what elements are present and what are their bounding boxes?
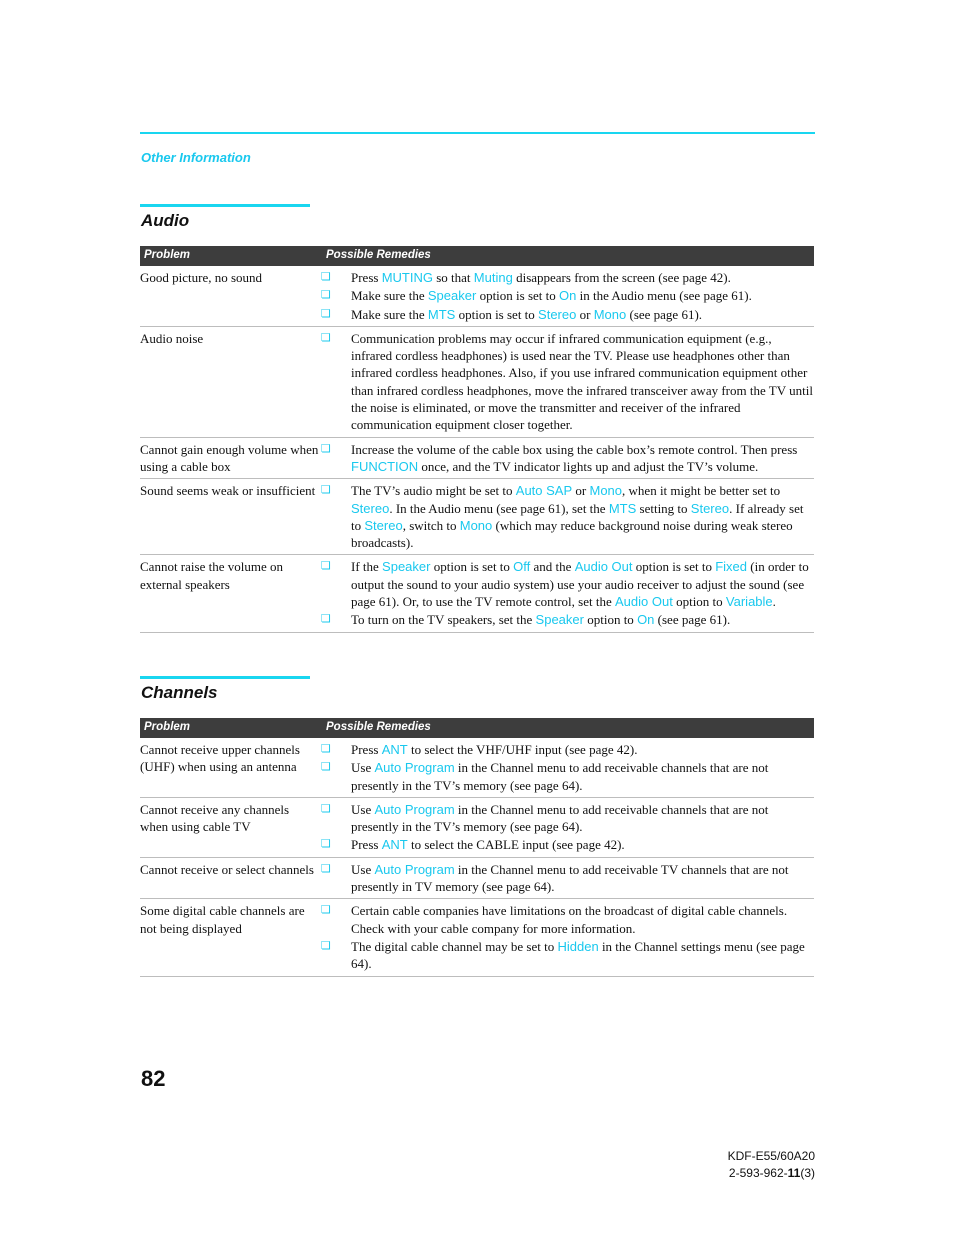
audio-title-rule xyxy=(140,204,310,207)
remedy-item xyxy=(320,901,814,937)
remedy-text-segment: Make sure the xyxy=(351,306,428,322)
remedy-text-segment: Press xyxy=(351,270,382,285)
remedy-text-segment: in the Channel settings menu (see page 64). xyxy=(351,938,805,972)
remedy-text-segment: Communication problems may occur if infrared communication equipment (e.g., infrared cordless headphones) is used near the TV. Please use headphones other than infrared cordless headphones. Also, if you use infrared communication equipment other than infrared cordless headphones, move the infrared transceiver away from the TV until the noise is eliminated, or move the transmitter and receiver of the infrared communication equipment closer together. xyxy=(351,330,813,433)
remedy-text-segment: (see page 61). xyxy=(654,612,731,628)
remedy-text xyxy=(351,557,814,610)
checkbox-bullet-icon: ❏ xyxy=(321,837,331,851)
audio-table-body xyxy=(140,266,814,633)
remedy-text-segment: in the Channel menu to add receivable channels that are not presently in the TV’s memory (see page 64). xyxy=(351,760,769,793)
remedies-cell xyxy=(320,800,814,854)
menu-keyword: Stereo xyxy=(364,517,403,533)
remedy-text-segment: . In the Audio menu (see page 61), set the xyxy=(389,500,609,516)
menu-keyword: Speaker xyxy=(382,559,431,575)
problem-cell: Sound seems weak or insufficient xyxy=(140,483,316,499)
menu-keyword: FUNCTION xyxy=(351,458,419,474)
remedies-cell xyxy=(320,440,814,476)
remedy-text-segment: option to xyxy=(583,612,638,628)
remedy-text xyxy=(351,800,814,836)
remedy-item xyxy=(320,557,814,610)
checkbox-bullet-icon: ❏ xyxy=(321,938,331,952)
checkbox-bullet-icon: ❏ xyxy=(321,330,331,344)
remedy-text-segment: , when it might be better set to xyxy=(622,483,781,499)
remedy-text-segment: If the xyxy=(351,559,383,575)
remedy-item xyxy=(320,286,814,304)
checkbox-bullet-icon: ❏ xyxy=(321,801,331,815)
remedy-text xyxy=(351,901,814,937)
table-row xyxy=(140,555,814,632)
remedy-item xyxy=(320,835,814,853)
menu-keyword: Mono xyxy=(589,483,623,499)
remedy-text-segment: (in order to output the sound to your audio system) use your audio receiver to adjust the sound (see page 61). Or, to use the TV remote control, set the xyxy=(351,559,809,610)
remedy-text-segment: once, and the TV indicator lights up and adjust the TV’s volume. xyxy=(418,458,759,474)
column-header-problem: Problem xyxy=(144,249,191,261)
remedies-cell xyxy=(320,481,814,551)
remedy-text-segment: Increase the volume of the cable box using the cable box’s remote control. Then press xyxy=(351,441,798,457)
remedy-text-segment: . xyxy=(772,594,776,610)
remedy-item xyxy=(320,329,814,434)
remedy-item xyxy=(320,305,814,323)
remedy-item xyxy=(320,740,814,758)
remedy-text-segment: The digital cable channel may be set to xyxy=(351,938,558,954)
remedy-text-segment: so that xyxy=(432,270,474,285)
remedy-text-segment: and the xyxy=(530,559,575,575)
remedy-text-segment: option to xyxy=(672,594,726,610)
remedy-text xyxy=(351,610,814,628)
menu-keyword: Muting xyxy=(473,270,513,285)
audio-table xyxy=(140,246,814,633)
column-header-remedies: Possible Remedies xyxy=(326,249,431,261)
menu-keyword: Mono xyxy=(459,517,493,533)
remedy-item xyxy=(320,800,814,836)
remedy-text-segment: option is set to xyxy=(476,288,560,304)
menu-keyword: Speaker xyxy=(535,612,584,628)
table-row xyxy=(140,858,814,900)
menu-keyword: MTS xyxy=(427,306,456,322)
menu-keyword: Audio Out xyxy=(574,559,633,575)
section-header: Other Information xyxy=(141,150,251,165)
menu-keyword: Auto SAP xyxy=(515,483,573,499)
remedy-text xyxy=(351,329,814,434)
remedy-text-segment: to select the VHF/UHF input (see page 42). xyxy=(407,742,638,757)
remedy-text-segment: Certain cable companies have limitations on the broadcast of digital cable channels. Check with your cable company for more information. xyxy=(351,903,788,936)
remedy-text xyxy=(351,268,814,286)
channels-table-body xyxy=(140,738,814,977)
remedy-text-segment: Press xyxy=(351,837,382,853)
remedy-text-segment: option is set to xyxy=(632,559,716,575)
remedy-text-segment: , switch to xyxy=(402,517,460,533)
remedy-item xyxy=(320,610,814,628)
menu-keyword: Auto Program xyxy=(374,861,455,877)
menu-keyword: Off xyxy=(513,559,531,575)
remedy-text xyxy=(351,305,814,323)
checkbox-bullet-icon: ❏ xyxy=(321,270,331,283)
remedy-text xyxy=(351,860,814,896)
remedy-text-segment: Use xyxy=(351,760,375,776)
remedy-item xyxy=(320,937,814,973)
remedies-cell xyxy=(320,557,814,628)
remedy-text-segment: Press xyxy=(351,742,382,757)
remedies-cell xyxy=(320,901,814,972)
menu-keyword: Auto Program xyxy=(374,801,455,817)
checkbox-bullet-icon: ❏ xyxy=(321,559,331,573)
problem-cell: Cannot receive or select channels xyxy=(140,861,314,877)
channels-title-rule xyxy=(140,676,310,679)
column-header-remedies: Possible Remedies xyxy=(326,721,431,733)
menu-keyword: On xyxy=(637,612,655,628)
problem-cell: Audio noise xyxy=(140,330,204,346)
remedy-text-segment: option is set to xyxy=(455,306,539,322)
remedy-text xyxy=(351,937,814,973)
remedy-text xyxy=(351,740,814,758)
page-number: 82 xyxy=(141,1066,166,1091)
menu-keyword: Variable xyxy=(725,594,773,610)
checkbox-bullet-icon: ❏ xyxy=(321,306,331,320)
problem-cell: Some digital cable channels are not being displayed xyxy=(140,903,305,936)
top-rule xyxy=(140,132,815,134)
remedy-text-segment: (which may reduce background noise during weak stereo broadcasts). xyxy=(351,517,793,551)
remedies-cell xyxy=(320,860,814,896)
remedy-text-segment: option is set to xyxy=(430,559,514,575)
checkbox-bullet-icon: ❏ xyxy=(321,742,331,755)
checkbox-bullet-icon: ❏ xyxy=(321,483,331,497)
menu-keyword: Hidden xyxy=(557,938,599,954)
table-row xyxy=(140,266,814,327)
table-row xyxy=(140,798,814,858)
remedy-text xyxy=(351,758,814,794)
remedy-text-segment: in the Audio menu (see page 61). xyxy=(576,288,752,304)
menu-keyword: ANT xyxy=(381,837,408,853)
remedy-text-segment: The TV’s audio might be set to xyxy=(351,483,516,499)
problem-cell: Cannot raise the volume on external speakers xyxy=(140,559,283,592)
menu-keyword: ANT xyxy=(381,742,408,757)
remedy-text xyxy=(351,286,814,304)
remedy-item xyxy=(320,860,814,896)
menu-keyword: Fixed xyxy=(715,559,748,575)
remedies-cell xyxy=(320,329,814,434)
menu-keyword: Stereo xyxy=(351,500,390,516)
remedy-text-segment: . If already set to xyxy=(351,500,804,533)
remedy-text-segment: in the Channel menu to add receivable channels that are not presently in the TV’s memory (see page 64). xyxy=(351,801,769,835)
footer xyxy=(728,1148,815,1182)
remedy-item xyxy=(320,268,814,286)
menu-keyword: MUTING xyxy=(381,270,433,285)
remedy-text-segment: in the Channel menu to add receivable TV channels that are not presently in TV memory (see page 64). xyxy=(351,861,789,895)
channels-title: Channels xyxy=(141,683,218,702)
menu-keyword: MTS xyxy=(608,500,637,516)
checkbox-bullet-icon: ❏ xyxy=(321,861,331,875)
footer-code: 2-593-962-11(3) xyxy=(728,1166,815,1180)
menu-keyword: Auto Program xyxy=(374,760,455,776)
remedy-text-segment: Make sure the xyxy=(351,288,428,304)
channels-table-header xyxy=(140,718,814,738)
table-row xyxy=(140,899,814,976)
remedy-text-segment: setting to xyxy=(636,500,691,516)
column-header-problem: Problem xyxy=(144,721,191,733)
remedies-cell xyxy=(320,268,814,323)
remedy-text xyxy=(351,835,814,853)
remedy-text-segment: Use xyxy=(351,861,375,877)
remedy-text-segment: to select the CABLE input (see page 42). xyxy=(407,837,625,853)
remedy-text-segment: disappears from the screen (see page 42). xyxy=(512,270,731,285)
menu-keyword: On xyxy=(559,288,577,304)
problem-cell: Good picture, no sound xyxy=(140,270,263,285)
problem-cell: Cannot receive any channels when using cable TV xyxy=(140,801,290,835)
table-row xyxy=(140,479,814,555)
remedy-item xyxy=(320,758,814,794)
checkbox-bullet-icon: ❏ xyxy=(321,760,331,774)
remedy-text xyxy=(351,481,814,551)
channels-table xyxy=(140,718,814,977)
checkbox-bullet-icon: ❏ xyxy=(321,903,331,917)
checkbox-bullet-icon: ❏ xyxy=(321,612,331,626)
menu-keyword: Stereo xyxy=(538,306,577,322)
remedy-text-segment: or xyxy=(576,306,594,322)
table-row xyxy=(140,438,814,480)
menu-keyword: Mono xyxy=(593,306,627,322)
remedy-item xyxy=(320,440,814,476)
problem-cell: Cannot receive upper channels (UHF) when using an antenna xyxy=(140,742,300,775)
remedy-text-segment: Use xyxy=(351,801,375,817)
table-row xyxy=(140,738,814,798)
remedy-text-segment: To turn on the TV speakers, set the xyxy=(351,612,536,628)
table-row xyxy=(140,327,814,438)
menu-keyword: Stereo xyxy=(690,500,730,516)
audio-table-header xyxy=(140,246,814,266)
remedies-cell xyxy=(320,740,814,794)
problem-cell: Cannot gain enough volume when using a cable box xyxy=(140,441,319,474)
remedy-text-segment: or xyxy=(572,483,590,499)
footer-model: KDF-E55/60A20 xyxy=(727,1149,815,1163)
remedy-text xyxy=(351,440,814,476)
menu-keyword: Speaker xyxy=(427,288,477,304)
menu-keyword: Audio Out xyxy=(615,594,673,610)
checkbox-bullet-icon: ❏ xyxy=(321,441,331,455)
checkbox-bullet-icon: ❏ xyxy=(321,288,331,302)
audio-title: Audio xyxy=(141,211,190,230)
remedy-text-segment: (see page 61). xyxy=(626,306,703,322)
remedy-item xyxy=(320,481,814,551)
